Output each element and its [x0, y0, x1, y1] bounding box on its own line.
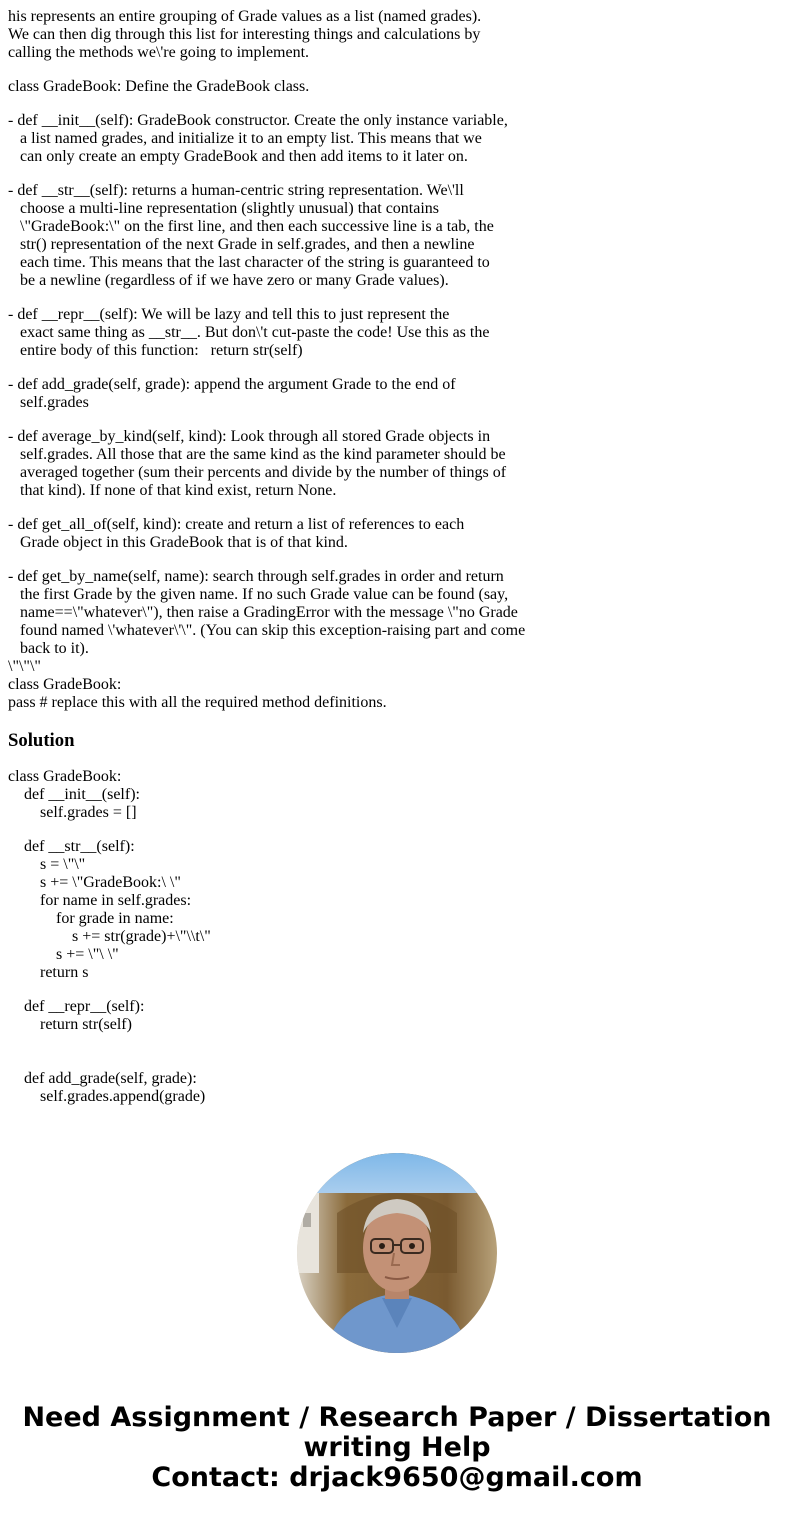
get-all-of-paragraph: - def get_all_of(self, kind): create and return a list of references to each Grade object in this GradeBook that is of that kind. [8, 516, 465, 551]
solution-code-init: class GradeBook: def __init__(self): self.grades = [] [8, 768, 140, 821]
promo-line-2: writing Help [303, 1432, 491, 1463]
repr-method-paragraph: - def __repr__(self): We will be lazy and tell this to just represent the exact same thing as __str__. But don\'t cut-paste the code! Use this as the entire body of this function: return str(self) [8, 306, 490, 359]
init-method-paragraph: - def __init__(self): GradeBook constructor. Create the only instance variable, a list named grades, and initialize it to an empty list. This means that we can only create an empty GradeBook and then add items to it later on. [8, 112, 508, 165]
promo-contact-email: Contact: drjack9650@gmail.com [151, 1462, 643, 1493]
document-body [8, 8, 788, 1122]
solution-heading: Solution [8, 730, 75, 751]
average-by-kind-paragraph: - def average_by_kind(self, kind): Look through all stored Grade objects in self.grades. All those that are the same kind as the kind parameter should be averaged together (sum their percents and divide by the number of things of that kind). If none of that kind exist, return None. [8, 428, 507, 499]
promo-line-1: Need Assignment / Research Paper / Dissertation [22, 1402, 772, 1433]
promo-banner [0, 1403, 794, 1493]
person-portrait-icon [297, 1153, 497, 1353]
solution-code-str: def __str__(self): s = \"\" s += \"GradeBook:\ \" for name in self.grades: for grade in name: s += str(grade)+\"\\t\" s += \"\ \" return s [24, 838, 211, 981]
author-avatar [297, 1153, 497, 1353]
str-method-paragraph: - def __str__(self): returns a human-centric string representation. We\'ll choose a multi-line representation (slightly unusual) that contains \"GradeBook:\" on the first line, and then each successive line is a tab, the str() representation of the next Grade in self.grades, and then a newline each time. This means that the last character of the string is guaranteed to be a newline (regardless of if we have zero or many Grade values). [8, 182, 494, 289]
add-grade-paragraph: - def add_grade(self, grade): append the argument Grade to the end of self.grades [8, 376, 456, 411]
class-definition-paragraph: class GradeBook: Define the GradeBook class. [8, 78, 310, 95]
solution-code-repr-add: def __repr__(self): return str(self) def add_grade(self, grade): self.grades.append(grade) [24, 998, 206, 1105]
intro-paragraph: his represents an entire grouping of Grade values as a list (named grades). We can then dig through this list for interesting things and calculations by calling the methods we\'re going to implement. [8, 8, 482, 61]
get-by-name-paragraph: - def get_by_name(self, name): search through self.grades in order and return the first Grade by the given name. If no such Grade value can be found (say, name==\"whatever\"), then raise a GradingError with the message \"no Grade found named \'whatever\'\". (You can skip this exception-raising part and come back to it). \"\"\" class GradeBook: pass # replace this with all the required method definitions. [8, 568, 526, 711]
